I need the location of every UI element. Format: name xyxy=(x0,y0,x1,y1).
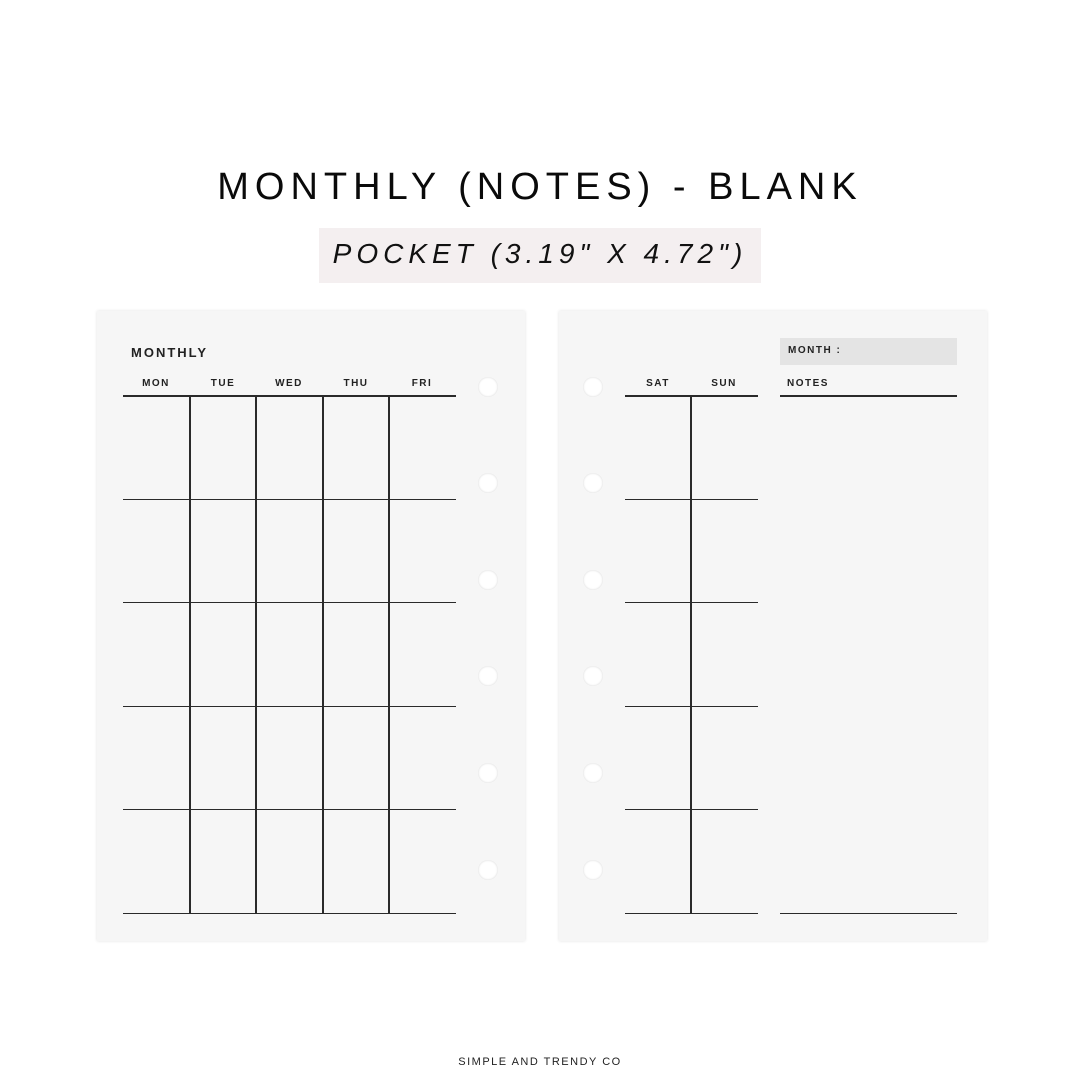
day-header-fri: FRI xyxy=(411,378,433,389)
day-column-divider xyxy=(388,396,390,914)
day-header-thu: THU xyxy=(343,378,369,389)
day-column-divider xyxy=(255,396,257,914)
binder-hole xyxy=(583,570,603,590)
month-label: MONTH : xyxy=(788,345,842,356)
week-row-divider xyxy=(123,809,456,810)
calendar-bottom-rule xyxy=(123,913,456,914)
week-row-divider xyxy=(123,602,456,603)
left-planner-page xyxy=(97,311,525,941)
day-header-wed: WED xyxy=(275,378,303,389)
day-column-divider xyxy=(690,396,692,914)
page-title: MONTHLY (NOTES) - BLANK xyxy=(217,166,863,208)
month-field[interactable] xyxy=(780,338,957,365)
notes-header-rule xyxy=(780,395,957,397)
binder-hole xyxy=(478,763,498,783)
brand-footer: SIMPLE AND TRENDY CO xyxy=(458,1056,622,1068)
day-header-sun: SUN xyxy=(711,378,737,389)
subtitle-text: POCKET (3.19" X 4.72") xyxy=(332,238,748,269)
binder-hole xyxy=(478,377,498,397)
day-header-mon: MON xyxy=(142,378,170,389)
week-row-divider xyxy=(123,706,456,707)
subtitle-banner xyxy=(319,228,761,283)
binder-hole xyxy=(583,377,603,397)
day-column-divider xyxy=(189,396,191,914)
binder-hole xyxy=(583,860,603,880)
right-planner-page xyxy=(559,311,987,941)
day-header-tue: TUE xyxy=(210,378,236,389)
binder-hole xyxy=(583,763,603,783)
notes-bottom-rule xyxy=(780,913,957,914)
day-column-divider xyxy=(322,396,324,914)
binder-hole xyxy=(478,666,498,686)
binder-hole xyxy=(583,666,603,686)
binder-hole xyxy=(583,473,603,493)
notes-label: NOTES xyxy=(787,378,829,389)
calendar-header-rule xyxy=(123,395,456,397)
binder-hole xyxy=(478,570,498,590)
monthly-heading: MONTHLY xyxy=(131,345,209,360)
day-header-sat: SAT xyxy=(646,378,670,389)
binder-hole xyxy=(478,860,498,880)
binder-hole xyxy=(478,473,498,493)
week-row-divider xyxy=(123,499,456,500)
